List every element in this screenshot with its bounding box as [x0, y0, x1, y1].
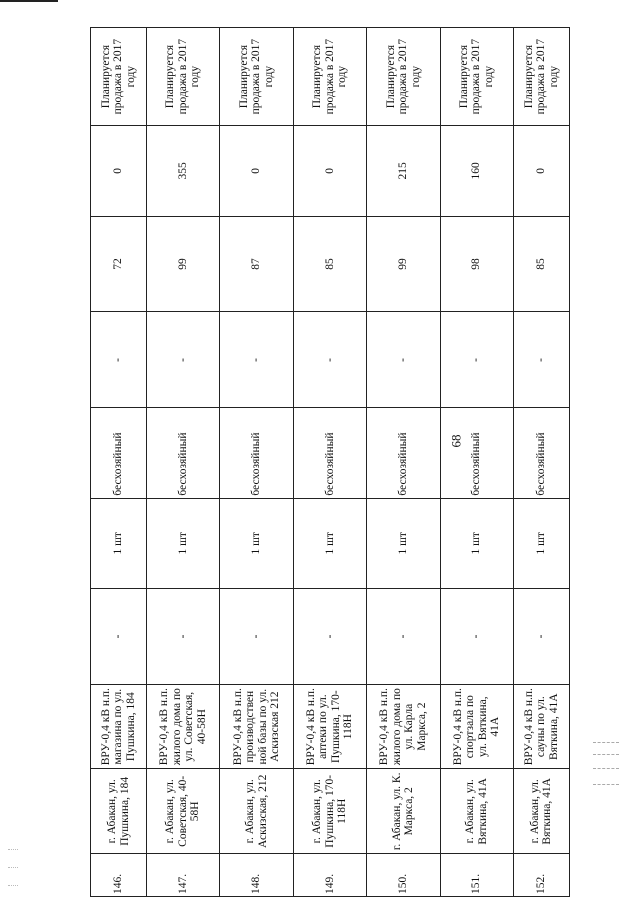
- table-row: [440, 28, 513, 897]
- row-col9: 0: [293, 126, 366, 216]
- row-col4: -: [220, 588, 293, 684]
- row-quantity: 1 шт: [440, 498, 513, 588]
- row-number: 148.: [220, 854, 293, 897]
- assets-table: [90, 27, 570, 897]
- row-number: 149.: [293, 854, 366, 897]
- assets-table-wrapper: [90, 27, 570, 897]
- row-col9: 215: [367, 126, 440, 216]
- row-note: Планируется продажа в 2017 году: [367, 28, 440, 126]
- row-quantity: 1 шт: [513, 498, 569, 588]
- row-col4: -: [147, 588, 220, 684]
- row-col7: -: [513, 312, 569, 408]
- row-col4: -: [440, 588, 513, 684]
- side-marks: [8, 845, 18, 895]
- row-address: г. Абакан, ул. Вяткина, 41А: [440, 769, 513, 854]
- row-col8: 72: [91, 216, 147, 312]
- row-note: Планируется продажа в 2017 году: [91, 28, 147, 126]
- row-quantity: 1 шт: [147, 498, 220, 588]
- page-number: 68: [448, 434, 464, 448]
- row-owner: бесхозяйный: [513, 408, 569, 498]
- row-address: г. Абакан, ул. К. Маркса, 2: [367, 769, 440, 854]
- table-row: [91, 28, 147, 897]
- row-col8: 85: [293, 216, 366, 312]
- row-col7: -: [220, 312, 293, 408]
- row-col4: -: [513, 588, 569, 684]
- row-note: Планируется продажа в 2017 году: [440, 28, 513, 126]
- row-col9: 0: [220, 126, 293, 216]
- row-address: г. Абакан, ул. Вяткина, 41А: [513, 769, 569, 854]
- row-col8: 98: [440, 216, 513, 312]
- row-quantity: 1 шт: [367, 498, 440, 588]
- row-owner: бесхозяйный: [293, 408, 366, 498]
- row-address: г. Абакан, ул. Пушкина, 184: [91, 769, 147, 854]
- row-owner: бесхозяйный: [91, 408, 147, 498]
- row-number: 147.: [147, 854, 220, 897]
- row-col8: 99: [367, 216, 440, 312]
- row-col4: -: [91, 588, 147, 684]
- row-number: 146.: [91, 854, 147, 897]
- row-address: г. Абакан, ул. Пушкина, 170-118Н: [293, 769, 366, 854]
- row-col7: -: [91, 312, 147, 408]
- row-object: ВРУ-0,4 кВ н.п. жилого дома по ул. Карла Маркса, 2: [367, 684, 440, 769]
- row-col7: -: [293, 312, 366, 408]
- table-row: [293, 28, 366, 897]
- row-note: Планируется продажа в 2017 году: [220, 28, 293, 126]
- row-quantity: 1 шт: [220, 498, 293, 588]
- row-number: 152.: [513, 854, 569, 897]
- row-object: ВРУ-0,4 кВ н.п. производствен ной базы по ул. Аскизская 212: [220, 684, 293, 769]
- row-col9: 355: [147, 126, 220, 216]
- row-object: ВРУ-0,4 кВ н.п. аптеки по ул. Пушкина, 170-118Н: [293, 684, 366, 769]
- row-address: г. Абакан, ул. Аскизская, 212: [220, 769, 293, 854]
- row-col9: 0: [91, 126, 147, 216]
- row-col4: -: [367, 588, 440, 684]
- row-owner: бесхозяйный: [367, 408, 440, 498]
- table-row: [220, 28, 293, 897]
- row-object: ВРУ-0,4 кВ н.п. спортзала по ул. Вяткина, 41А: [440, 684, 513, 769]
- table-row: [513, 28, 569, 897]
- row-owner: бесхозяйный: [440, 408, 513, 498]
- row-col7: -: [147, 312, 220, 408]
- row-note: Планируется продажа в 2017 году: [147, 28, 220, 126]
- row-object: ВРУ-0,4 кВ н.п. магазина по ул. Пушкина, 184: [91, 684, 147, 769]
- row-quantity: 1 шт: [293, 498, 366, 588]
- row-col9: 0: [513, 126, 569, 216]
- row-col7: -: [367, 312, 440, 408]
- row-quantity: 1 шт: [91, 498, 147, 588]
- row-col8: 87: [220, 216, 293, 312]
- row-owner: бесхозяйный: [220, 408, 293, 498]
- row-col8: 99: [147, 216, 220, 312]
- row-col8: 85: [513, 216, 569, 312]
- table-row: [367, 28, 440, 897]
- top-rule: [0, 0, 58, 2]
- row-col7: -: [440, 312, 513, 408]
- row-object: ВРУ-0,4 кВ н.п. сауны по ул. Вяткина, 41А: [513, 684, 569, 769]
- row-owner: бесхозяйный: [147, 408, 220, 498]
- table-row: [147, 28, 220, 897]
- row-col4: -: [293, 588, 366, 684]
- row-object: ВРУ-0,4 кВ н.п. жилого дома по ул. Советская, 40-58Н: [147, 684, 220, 769]
- row-number: 151.: [440, 854, 513, 897]
- row-number: 150.: [367, 854, 440, 897]
- stamp-mark: [593, 740, 619, 790]
- row-note: Планируется продажа в 2017 году: [513, 28, 569, 126]
- row-note: Планируется продажа в 2017 году: [293, 28, 366, 126]
- row-address: г. Абакан, ул. Советская, 40-58Н: [147, 769, 220, 854]
- row-col9: 160: [440, 126, 513, 216]
